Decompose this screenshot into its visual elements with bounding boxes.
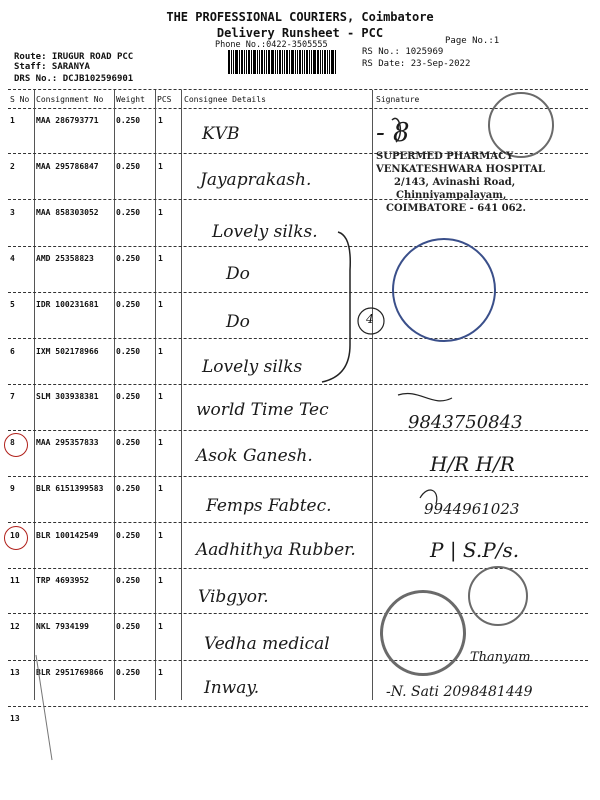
row-pcs: 1 bbox=[158, 162, 163, 171]
company-title: THE PROFESSIONAL COURIERS, Coimbatore bbox=[166, 10, 434, 24]
row-sno: 1 bbox=[10, 116, 15, 125]
signature-scribble bbox=[420, 490, 437, 504]
col-header-pcs: PCS bbox=[157, 95, 172, 104]
row-weight: 0.250 bbox=[116, 116, 141, 125]
row-consignee: Asok Ganesh. bbox=[196, 446, 313, 466]
row-consignment: IDR 100231681 bbox=[36, 300, 99, 309]
row-consignment: TRP 4693952 bbox=[36, 576, 89, 585]
row-weight: 0.250 bbox=[116, 208, 141, 217]
pharmacy-stamp bbox=[376, 150, 545, 215]
page-number: Page No.:1 bbox=[445, 36, 500, 46]
row-sno: 11 bbox=[10, 576, 20, 585]
row-consignee: Jayaprakash. bbox=[200, 170, 312, 190]
row-consignee: Do bbox=[226, 312, 250, 332]
row-consignment: MAA 295357833 bbox=[36, 438, 99, 447]
row-pcs: 1 bbox=[158, 116, 163, 125]
stamp-line: SUPERMED PHARMACY bbox=[376, 151, 514, 162]
row-weight: 0.250 bbox=[116, 668, 141, 677]
row-8-circle bbox=[4, 433, 28, 457]
row-pcs: 1 bbox=[158, 347, 163, 356]
row-10-circle bbox=[4, 526, 28, 550]
row-sno: 10 bbox=[10, 531, 20, 540]
row-consignee: Do bbox=[226, 264, 250, 284]
row-consignee: Aadhithya Rubber. bbox=[196, 540, 356, 560]
row-consignee: Lovely silks. bbox=[212, 222, 318, 242]
col-header-weight: Weight bbox=[116, 95, 145, 104]
bracket-mark bbox=[322, 232, 350, 382]
row-weight: 0.250 bbox=[116, 484, 141, 493]
row-signature: H/R H/R bbox=[430, 452, 515, 476]
row-consignment: AMD 25358823 bbox=[36, 254, 94, 263]
row-pcs: 1 bbox=[158, 438, 163, 447]
row-consignment: BLR 100142549 bbox=[36, 531, 99, 540]
row-consignment: MAA 295786847 bbox=[36, 162, 99, 171]
pen-stroke bbox=[36, 655, 52, 760]
row-consignment: BLR 2951769866 bbox=[36, 668, 104, 677]
row-consignment: IXM 502178966 bbox=[36, 347, 99, 356]
round-stamp bbox=[468, 566, 528, 626]
row-pcs: 1 bbox=[158, 484, 163, 493]
rs-date: RS Date: 23-Sep-2022 bbox=[362, 59, 471, 69]
row-sno: 9 bbox=[10, 484, 15, 493]
row-consignment: BLR 6151399583 bbox=[36, 484, 104, 493]
row-weight: 0.250 bbox=[116, 576, 141, 585]
row-weight: 0.250 bbox=[116, 347, 141, 356]
row-weight: 0.250 bbox=[116, 254, 141, 263]
row-weight: 0.250 bbox=[116, 531, 141, 540]
col-header-consignee: Consignee Details bbox=[184, 95, 266, 104]
row-weight: 0.250 bbox=[116, 622, 141, 631]
row-pcs: 1 bbox=[158, 392, 163, 401]
row-sno: 13 bbox=[10, 714, 20, 723]
row-sno: 3 bbox=[10, 208, 15, 217]
phone-number: Phone No.:0422-3505555 bbox=[215, 40, 328, 50]
row-pcs: 1 bbox=[158, 531, 163, 540]
row-consignee: Femps Fabtec. bbox=[206, 496, 332, 516]
row-sno: 2 bbox=[10, 162, 15, 171]
route: Route: IRUGUR ROAD PCC bbox=[14, 52, 134, 62]
row-consignee: Inway. bbox=[204, 678, 260, 698]
signature-scribble bbox=[398, 393, 452, 400]
row-pcs: 1 bbox=[158, 622, 163, 631]
col-header-sno: S No bbox=[10, 95, 30, 104]
row-sno: 4 bbox=[10, 254, 15, 263]
vedha-stamp bbox=[380, 590, 466, 676]
row-signature: - 8 bbox=[376, 118, 410, 148]
stamp-line: COIMBATORE - 641 062. bbox=[386, 203, 526, 214]
row-weight: 0.250 bbox=[116, 162, 141, 171]
row-consignee: KVB bbox=[202, 124, 240, 144]
row-pcs: 1 bbox=[158, 300, 163, 309]
row-weight: 0.250 bbox=[116, 300, 141, 309]
row-pcs: 1 bbox=[158, 576, 163, 585]
row-consignee: Lovely silks bbox=[202, 357, 303, 377]
row-signature: 9843750843 bbox=[408, 412, 523, 433]
row-consignment: MAA 286793771 bbox=[36, 116, 99, 125]
rs-number: RS No.: 1025969 bbox=[362, 47, 444, 57]
row-pcs: 1 bbox=[158, 668, 163, 677]
row-signature: P | S.P/s. bbox=[430, 538, 520, 562]
runsheet-title: Delivery Runsheet - PCC bbox=[216, 26, 384, 40]
col-header-signature: Signature bbox=[376, 95, 420, 104]
row-sno: 7 bbox=[10, 392, 15, 401]
row-consignment: SLM 303938381 bbox=[36, 392, 99, 401]
row-consignment: NKL 7934199 bbox=[36, 622, 89, 631]
staff: Staff: SARANYA bbox=[14, 62, 90, 72]
row-consignee: Vedha medical bbox=[204, 634, 330, 654]
row-sno: 8 bbox=[10, 438, 15, 447]
row-sno: 6 bbox=[10, 347, 15, 356]
row-signature: 9944961023 bbox=[424, 500, 520, 518]
row-signature: -N. Sati 2098481449 bbox=[386, 684, 533, 700]
row-consignment: MAA 858303052 bbox=[36, 208, 99, 217]
row-consignee: world Time Tec bbox=[196, 400, 329, 420]
row-weight: 0.250 bbox=[116, 392, 141, 401]
row-pcs: 1 bbox=[158, 208, 163, 217]
row-sno: 5 bbox=[10, 300, 15, 309]
signature-scribble bbox=[392, 118, 400, 142]
col-header-consignment: Consignment No bbox=[36, 95, 104, 104]
stamp-line: 2/143, Avinashi Road, bbox=[394, 177, 516, 188]
drs-number: DRS No.: DCJB102596901 bbox=[14, 74, 134, 84]
row-sno: 12 bbox=[10, 622, 20, 631]
row-weight: 0.250 bbox=[116, 438, 141, 447]
stamp-line: VENKATESHWARA HOSPITAL bbox=[376, 164, 545, 175]
row-signature: Thanyam bbox=[470, 650, 531, 665]
bank-stamp bbox=[488, 92, 554, 158]
stamp-line: Chinniyampalayam, bbox=[396, 190, 507, 201]
row-consignee: Vibgyor. bbox=[198, 587, 269, 607]
row-pcs: 1 bbox=[158, 254, 163, 263]
row-sno: 13 bbox=[10, 668, 20, 677]
bracket-note: 4 bbox=[366, 312, 374, 326]
